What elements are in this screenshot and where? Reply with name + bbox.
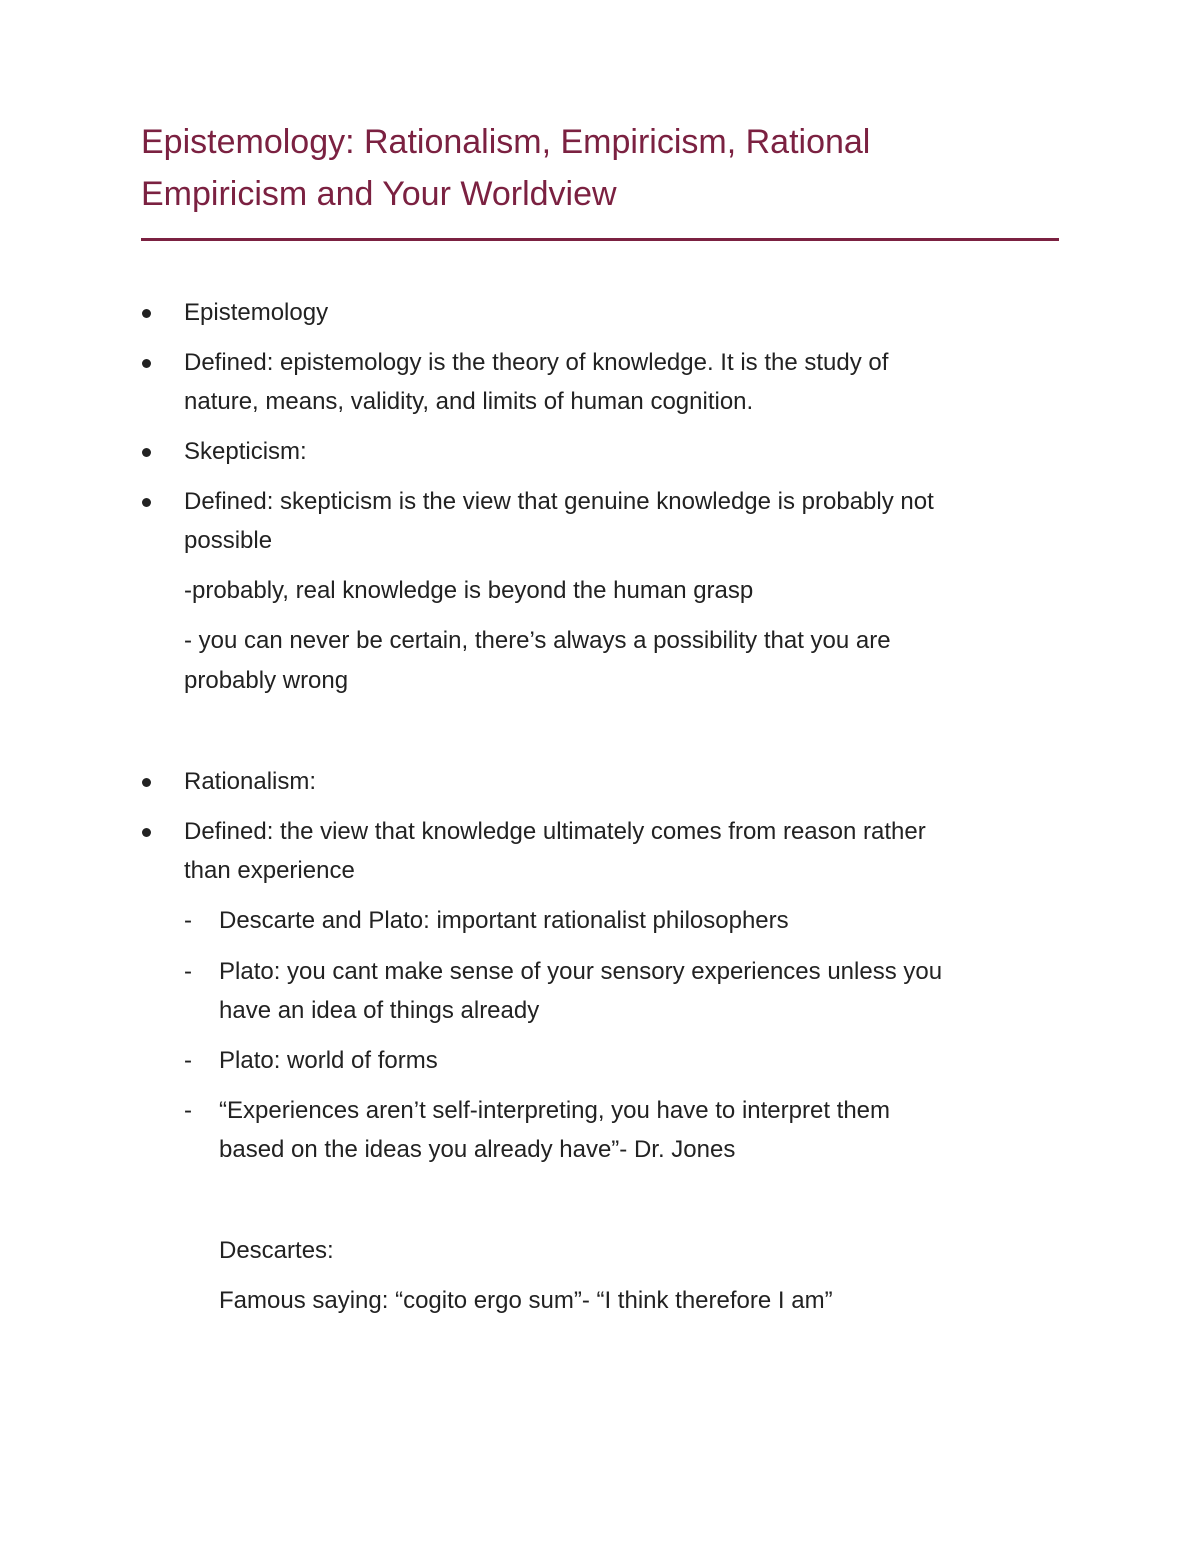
rationalism-point-4-cont: based on the ideas you already have”- Dr. Jones: [219, 1136, 736, 1163]
list-item-skepticism: Skepticism:: [184, 438, 307, 465]
list-item-skepticism-definition: Defined: skepticism is the view that genuine knowledge is probably not: [184, 488, 934, 515]
descartes-saying: Famous saying: “cogito ergo sum”- “I think therefore I am”: [219, 1287, 833, 1314]
descartes-heading: Descartes:: [219, 1237, 334, 1264]
bullet-dot-icon: [142, 498, 151, 507]
rationalism-point-4: “Experiences aren’t self-interpreting, you have to interpret them: [219, 1097, 891, 1124]
rationalism-point-1: Descarte and Plato: important rationalist philosophers: [219, 907, 789, 934]
list-item-rationalism-definition-cont: than experience: [184, 857, 355, 884]
list-item-rationalism: Rationalism:: [184, 768, 317, 795]
title-line-2: Empiricism and Your Worldview: [141, 175, 617, 213]
skepticism-note-2-cont: probably wrong: [184, 667, 349, 694]
bullet-dot-icon: [142, 448, 151, 457]
bullet-dot-icon: [142, 828, 151, 837]
skepticism-note-2: - you can never be certain, there’s always a possibility that you are: [184, 627, 891, 654]
skepticism-note-1: -probably, real knowledge is beyond the human grasp: [184, 577, 754, 604]
list-item-epistemology-definition: Defined: epistemology is the theory of knowledge. It is the study of: [184, 349, 889, 376]
dash-marker: -: [184, 1047, 192, 1074]
rationalism-point-2: Plato: you cant make sense of your sensory experiences unless you: [219, 958, 943, 985]
list-item-epistemology: Epistemology: [184, 299, 329, 326]
rationalism-point-3: Plato: world of forms: [219, 1047, 438, 1074]
title-underline-rule: [141, 238, 1059, 241]
list-item-rationalism-definition: Defined: the view that knowledge ultimately comes from reason rather: [184, 818, 926, 845]
bullet-dot-icon: [142, 309, 151, 318]
dash-marker: -: [184, 958, 192, 985]
dash-marker: -: [184, 1097, 192, 1124]
bullet-dot-icon: [142, 359, 151, 368]
list-item-skepticism-definition-cont: possible: [184, 527, 273, 554]
list-item-epistemology-definition-cont: nature, means, validity, and limits of human cognition.: [184, 388, 754, 415]
document-title: [141, 116, 1061, 220]
bullet-dot-icon: [142, 778, 151, 787]
dash-marker: -: [184, 907, 192, 934]
rationalism-point-2-cont: have an idea of things already: [219, 997, 540, 1024]
title-line-1: Epistemology: Rationalism, Empiricism, Rational: [141, 123, 871, 161]
